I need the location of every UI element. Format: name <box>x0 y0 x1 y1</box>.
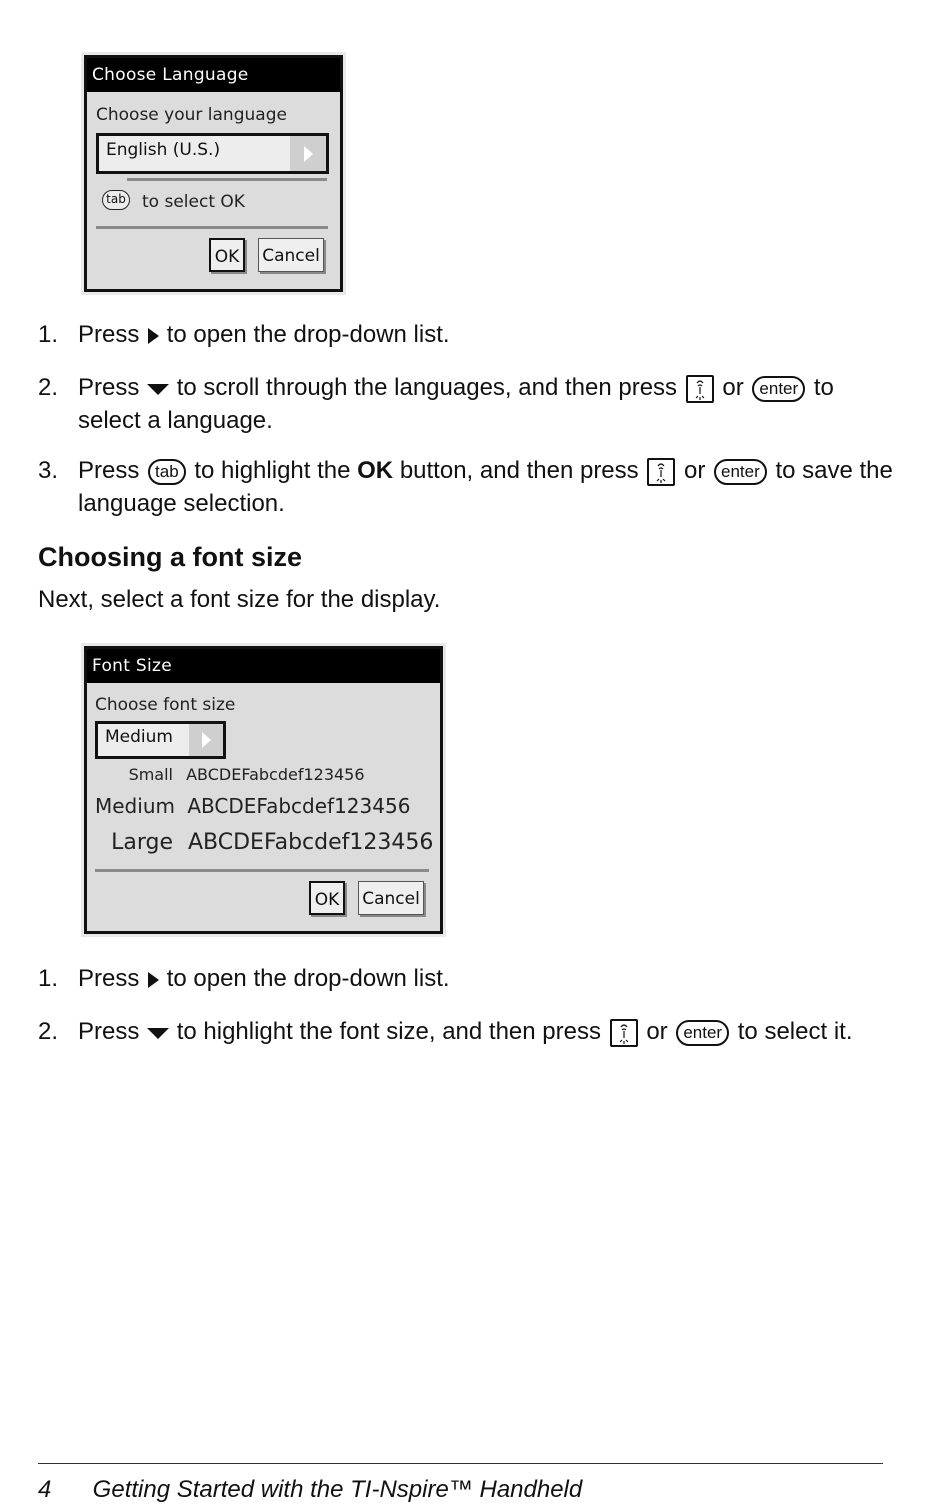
right-arrow-key-icon <box>146 325 160 347</box>
down-arrow-key-icon <box>146 1025 170 1041</box>
ok-button[interactable]: OK <box>309 881 345 915</box>
down-arrow-key-icon <box>146 381 170 397</box>
language-step-1: 1. Press to open the drop-down list. <box>38 321 450 348</box>
cancel-button[interactable]: Cancel <box>258 238 324 272</box>
language-dialog-title: Choose Language <box>87 58 340 92</box>
click-key-icon <box>610 1019 638 1047</box>
dropdown-arrow-button[interactable] <box>189 724 223 756</box>
click-key-icon <box>647 458 675 486</box>
cancel-button[interactable]: Cancel <box>358 881 424 915</box>
footer-divider <box>38 1463 883 1464</box>
divider <box>95 869 429 872</box>
sample-medium: Medium ABCDEFabcdef123456 <box>95 794 411 818</box>
footer-title: Getting Started with the TI-Nspire™ Handheld <box>92 1476 583 1503</box>
language-dropdown[interactable] <box>96 133 329 174</box>
sample-large: Large ABCDEFabcdef123456 <box>111 830 434 855</box>
tab-key-icon: tab <box>148 459 186 485</box>
font-size-dropdown[interactable] <box>95 721 226 759</box>
font-dropdown-value: Medium <box>105 727 173 747</box>
right-triangle-icon <box>302 145 314 163</box>
sample-small: Small ABCDEFabcdef123456 <box>128 765 365 784</box>
font-step-1: 1. Press to open the drop-down list. <box>38 965 450 992</box>
language-step-3: 3. Press tab to highlight the OK button, and then press or enter to save the language selection. <box>38 457 893 517</box>
enter-key-icon: enter <box>752 376 805 402</box>
dropdown-arrow-button[interactable] <box>290 136 326 171</box>
page-number: 4 <box>38 1476 52 1503</box>
font-size-dialog <box>84 646 443 934</box>
click-key-icon <box>686 375 714 403</box>
ok-button[interactable]: OK <box>209 238 245 272</box>
font-dialog-title: Font Size <box>87 649 440 683</box>
enter-key-icon: enter <box>714 459 767 485</box>
language-prompt: Choose your language <box>96 105 287 125</box>
tab-key-icon: tab <box>102 190 130 210</box>
language-step-2: 2. Press to scroll through the languages, and then press or enter to select a language. <box>38 374 834 434</box>
page-footer <box>38 1476 582 1504</box>
right-arrow-key-icon <box>146 969 160 991</box>
right-triangle-icon <box>200 731 212 749</box>
font-step-2: 2. Press to highlight the font size, and then press or enter to select it. <box>38 1018 853 1045</box>
language-dialog <box>84 55 343 292</box>
divider <box>96 226 328 229</box>
divider <box>127 178 327 181</box>
section-heading: Choosing a font size <box>38 542 303 572</box>
language-dropdown-value: English (U.S.) <box>106 140 221 160</box>
font-prompt: Choose font size <box>95 695 236 715</box>
section-intro: Next, select a font size for the display. <box>38 586 441 613</box>
enter-key-icon: enter <box>676 1020 729 1046</box>
tab-hint: to select OK <box>142 192 245 212</box>
